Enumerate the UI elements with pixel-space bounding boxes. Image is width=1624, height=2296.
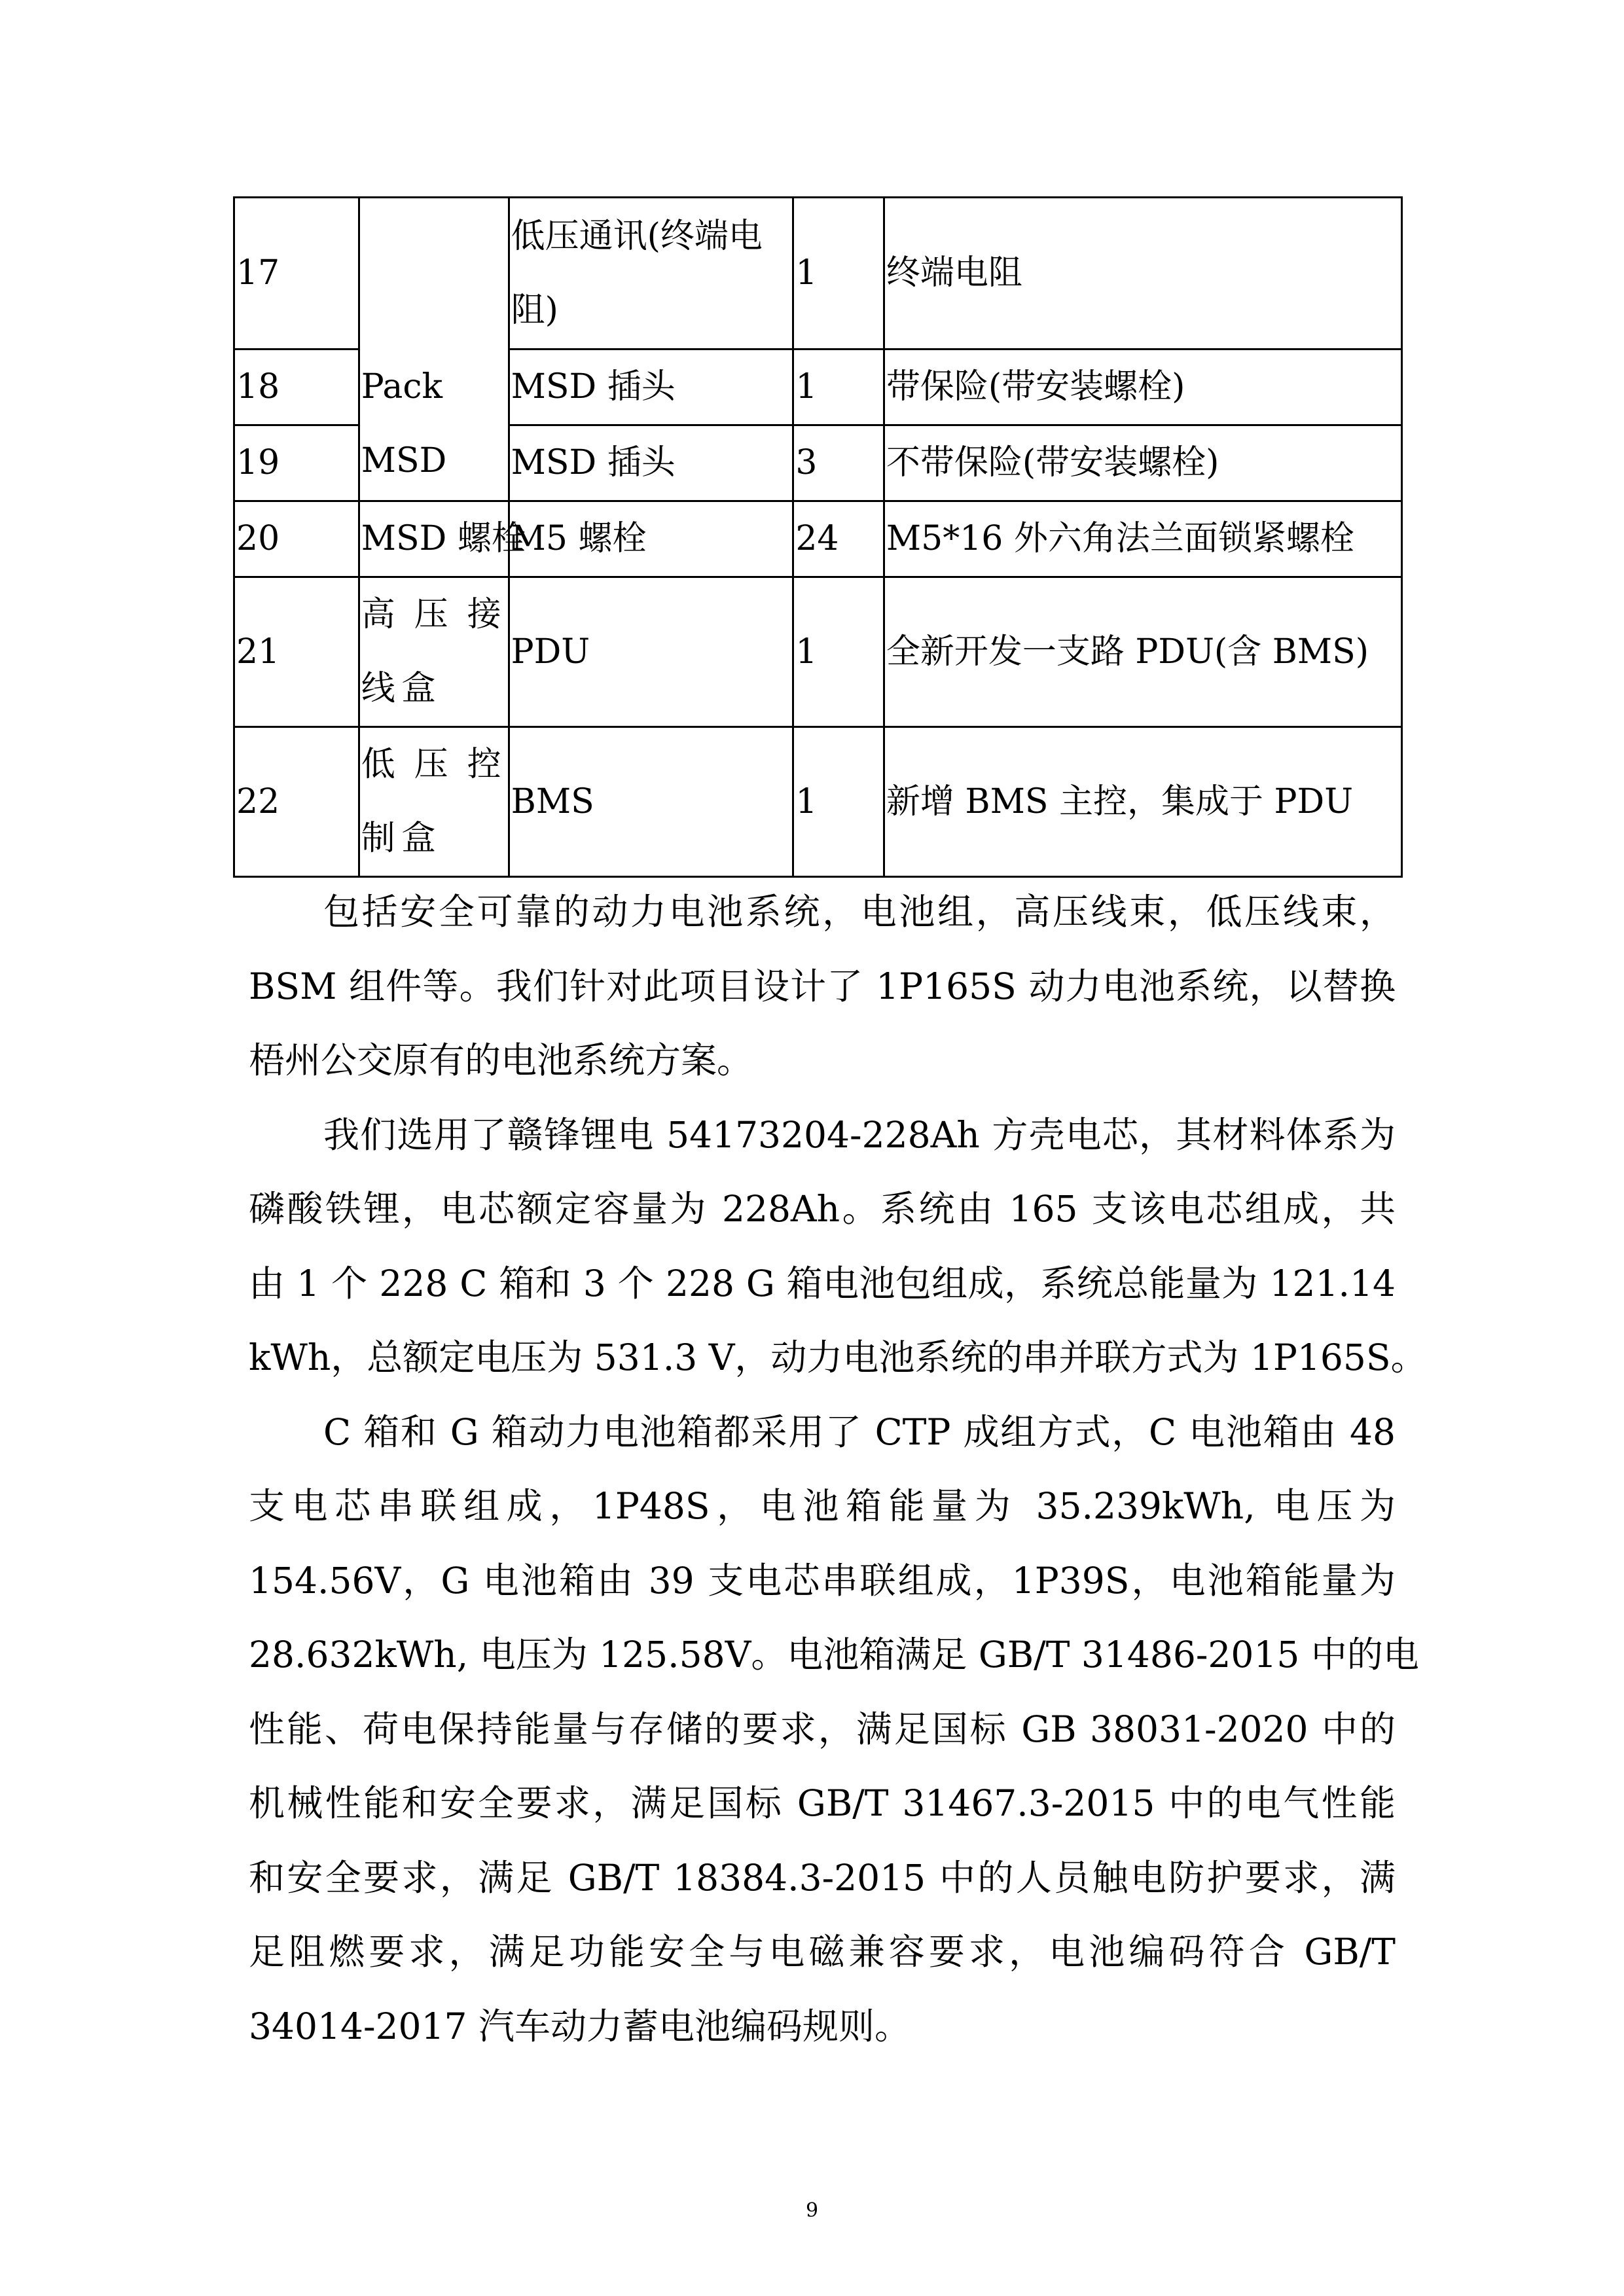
text-line: 足阻燃要求，满足功能安全与电磁兼容要求，电池编码符合 GB/T — [249, 1931, 1396, 1973]
paragraph-battery-box-standards — [249, 1395, 1419, 2064]
text-line: 机械性能和安全要求，满足国标 GB/T 31467.3-2015 中的电气性能 — [249, 1782, 1396, 1824]
remark: 全新开发一支路 PDU(含 BMS) — [884, 577, 1401, 727]
table-row — [234, 577, 1402, 727]
row-number: 21 — [234, 577, 359, 727]
quantity: 24 — [793, 501, 884, 577]
quantity: 1 — [793, 350, 884, 425]
text-line: 性能、荷电保持能量与存储的要求，满足国标 GB 38031-2020 中的 — [249, 1708, 1396, 1750]
category: 高压接线盒 — [359, 577, 509, 727]
text-line: 154.56V，G 电池箱由 39 支电芯串联组成，1P39S，电池箱能量为 — [249, 1559, 1396, 1602]
part-name: M5 螺栓 — [509, 501, 793, 577]
row-number: 22 — [234, 727, 359, 877]
row-number: 20 — [234, 501, 359, 577]
quantity: 3 — [793, 425, 884, 501]
paragraph-cell-selection — [249, 1098, 1427, 1395]
remark: M5*16 外六角法兰面锁紧螺栓 — [884, 501, 1401, 577]
paragraph-system-overview — [249, 875, 1396, 1098]
category-line: Pack — [361, 367, 443, 406]
part-name: 低压通讯(终端电阻) — [509, 198, 793, 350]
text-line: 和安全要求，满足 GB/T 18384.3-2015 中的人员触电防护要求，满 — [249, 1856, 1396, 1899]
part-name: PDU — [509, 577, 793, 727]
part-name: MSD 插头 — [509, 425, 793, 501]
text-line: 梧州公交原有的电池系统方案。 — [249, 1039, 753, 1081]
text-line: 支电芯串联组成，1P48S，电池箱能量为 35.239kWh, 电压为 — [249, 1485, 1396, 1527]
quantity: 1 — [793, 198, 884, 350]
remark: 新增 BMS 主控，集成于 PDU — [884, 727, 1401, 877]
category: 低压控制盒 — [359, 727, 509, 877]
category-line: MSD — [361, 441, 447, 480]
row-number: 17 — [234, 198, 359, 350]
category-cell-pack-msd — [359, 198, 509, 501]
text-line: 包括安全可靠的动力电池系统，电池组，高压线束，低压线束， — [323, 891, 1396, 933]
remark: 带保险(带安装螺栓) — [884, 350, 1401, 425]
quantity: 1 — [793, 727, 884, 877]
remark: 不带保险(带安装螺栓) — [884, 425, 1401, 501]
parts-table — [233, 196, 1403, 878]
table-row — [234, 727, 1402, 877]
text-line: kWh，总额定电压为 531.3 V，动力电池系统的串并联方式为 1P165S。 — [249, 1336, 1427, 1378]
row-number: 19 — [234, 425, 359, 501]
row-number: 18 — [234, 350, 359, 425]
text-line: 28.632kWh, 电压为 125.58V。电池箱满足 GB/T 31486-2015 中的电 — [249, 1634, 1419, 1676]
text-line: C 箱和 G 箱动力电池箱都采用了 CTP 成组方式，C 电池箱由 48 — [323, 1410, 1396, 1453]
remark: 终端电阻 — [884, 198, 1401, 350]
text-line: BSM 组件等。我们针对此项目设计了 1P165S 动力电池系统，以替换 — [249, 965, 1396, 1007]
table-row — [234, 198, 1402, 350]
part-name: BMS — [509, 727, 793, 877]
text-line: 34014-2017 汽车动力蓄电池编码规则。 — [249, 2005, 911, 2047]
text-line: 由 1 个 228 C 箱和 3 个 228 G 箱电池包组成，系统总能量为 121.14 — [249, 1262, 1396, 1304]
part-name: MSD 插头 — [509, 350, 793, 425]
body-text — [249, 875, 1427, 2064]
text-line: 磷酸铁锂，电芯额定容量为 228Ah。系统由 165 支该电芯组成，共 — [249, 1188, 1396, 1230]
category: MSD 螺栓 — [359, 501, 509, 577]
quantity: 1 — [793, 577, 884, 727]
text-line: 我们选用了赣锋锂电 54173204-228Ah 方壳电芯，其材料体系为 — [323, 1113, 1396, 1156]
page-number: 9 — [805, 2199, 819, 2222]
table-row — [234, 501, 1402, 577]
